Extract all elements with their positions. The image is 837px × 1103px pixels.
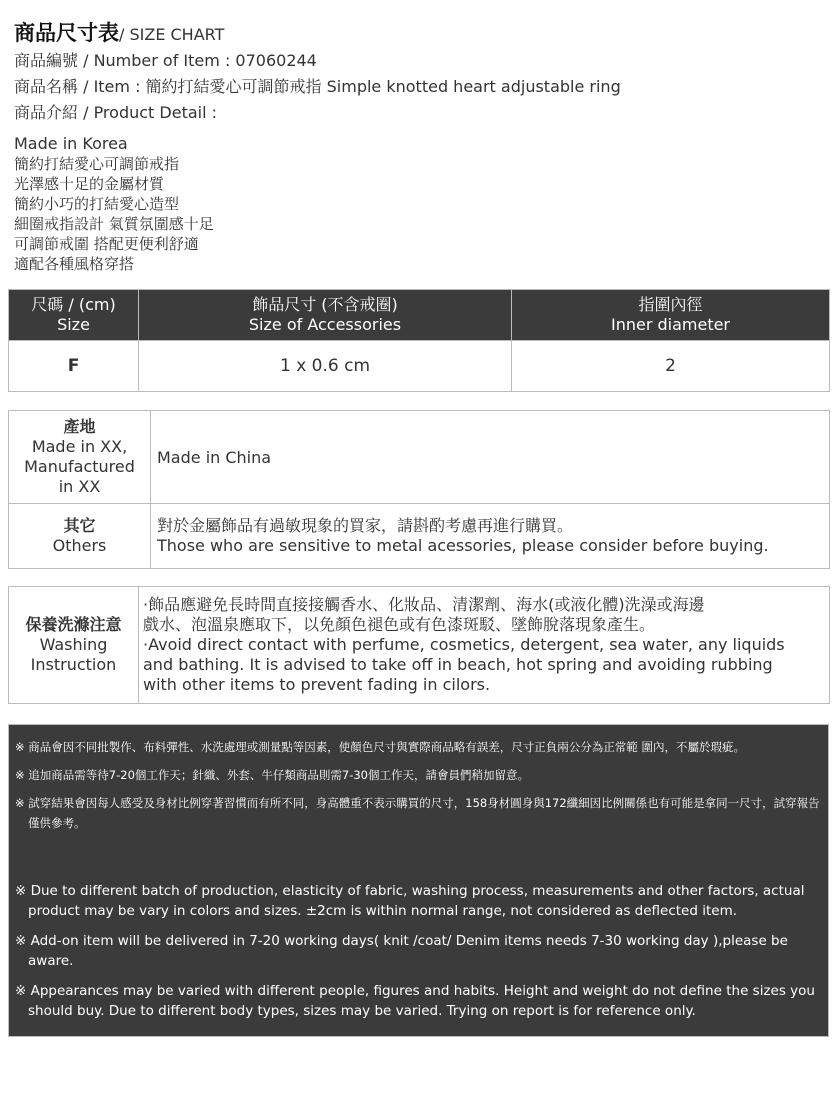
product-detail-label: 商品介紹 / Product Detail : xyxy=(14,103,218,122)
product-header xyxy=(14,18,829,274)
washing-table xyxy=(8,586,830,704)
notice-note: ※ 追加商品需等待7-20個工作天；針織、外套、牛仔類商品則需7-30個工作天，請會員們稍加留意。 xyxy=(15,768,529,782)
others-label-en: Others xyxy=(52,536,107,555)
header-size xyxy=(9,290,139,341)
origin-label-en-line: Made in XX, xyxy=(31,437,128,456)
header-inner-diameter xyxy=(512,290,830,341)
item-name: 商品名稱 / Item : 簡約打結愛心可調節戒指 Simple knotted heart adjustable ring xyxy=(14,77,621,96)
header-inner-diameter-zh: 指圍內徑 xyxy=(638,295,703,314)
others-label xyxy=(9,504,151,569)
header-accessory-size-en: Size of Accessories xyxy=(248,315,402,334)
intro-line: 光澤感十足的金屬材質 xyxy=(14,175,165,193)
washing-value-line: ·Avoid direct contact with perfume, cosmetics, detergent, sea water, any liquids xyxy=(143,635,785,654)
title-en: / SIZE CHART xyxy=(119,25,225,44)
intro-line: 細圈戒指設計 氣質氛圍感十足 xyxy=(14,215,214,233)
notice-note: ※ 試穿結果會因每人感受及身材比例穿著習慣而有所不同，身高體重不表示購買的尺寸，158身材圓身與172纖細因比例關係也有可能是拿同一尺寸，試穿報告僅供參考。 xyxy=(15,796,820,830)
cell-accessory-size: 1 x 0.6 cm xyxy=(139,341,512,392)
washing-label-zh: 保養洗滌注意 xyxy=(25,615,122,634)
notice-zh xyxy=(15,737,823,841)
page-title xyxy=(14,18,829,48)
header-inner-diameter-en: Inner diameter xyxy=(610,315,731,334)
intro-line: 適配各種風格穿搭 xyxy=(14,255,135,273)
washing-value-line: 戲水、泡溫泉應取下，以免顏色褪色或有色漆斑駁、墜飾脫落現象產生。 xyxy=(143,615,656,634)
header-accessory-size-zh: 飾品尺寸 (不含戒圈) xyxy=(252,295,398,314)
size-table-header xyxy=(9,290,830,341)
item-number: 商品編號 / Number of Item : 07060244 xyxy=(14,51,317,70)
notice-note: ※ Add-on item will be delivered in 7-20 working days( knit /coat/ Denim items needs 7-30 working day ),please be aware. xyxy=(15,933,788,969)
origin-label-zh: 產地 xyxy=(63,417,96,436)
header-accessory-size xyxy=(139,290,512,341)
washing-value-line: with other items to prevent fading in cilors. xyxy=(143,675,491,694)
others-value-en: Those who are sensitive to metal acessories, please consider before buying. xyxy=(157,536,769,555)
title-zh: 商品尺寸表 xyxy=(14,21,119,45)
others-value xyxy=(151,504,830,569)
intro-line: 簡約打結愛心可調節戒指 xyxy=(14,155,180,173)
intro-line: 簡約小巧的打結愛心造型 xyxy=(14,195,180,213)
notice-note: ※ Due to different batch of production, elasticity of fabric, washing process, measurements and other factors, actual product may be vary in colors and sizes. ±2cm is within normal range, not considered as deflected item. xyxy=(15,883,805,919)
table-row xyxy=(9,587,830,704)
origin-label-en-line: in XX xyxy=(58,477,101,496)
washing-value-line: and bathing. It is advised to take off in beach, hot spring and avoiding rubbing xyxy=(143,655,773,674)
table-row xyxy=(9,504,830,569)
cell-size: F xyxy=(9,341,139,392)
washing-label-en-line: Washing xyxy=(39,635,108,654)
washing-label xyxy=(9,587,139,704)
table-row xyxy=(9,341,830,392)
washing-value-line: ·飾品應避免長時間直接接觸香水、化妝品、清潔劑、海水(或液化體)洗澡或海邊 xyxy=(143,595,705,614)
washing-label-en-line: Instruction xyxy=(30,655,117,674)
others-value-zh: 對於金屬飾品有過敏現象的買家，請斟酌考慮再進行購買。 xyxy=(157,516,574,535)
header-size-en: Size xyxy=(57,315,90,334)
notice-box xyxy=(8,724,829,1037)
washing-value xyxy=(139,587,830,704)
size-table xyxy=(8,289,830,392)
product-intro xyxy=(14,134,829,274)
others-label-zh: 其它 xyxy=(63,516,96,535)
notice-note: ※ Appearances may be varied with different people, figures and habits. Height and weight do not define the sizes you should buy. Due to different body types, sizes may be varied. Trying on report is for reference only. xyxy=(15,983,815,1019)
origin-label xyxy=(9,411,151,504)
origin-label-en-line: Manufactured xyxy=(24,457,135,476)
origin-value: Made in China xyxy=(151,411,830,504)
intro-line: Made in Korea xyxy=(14,134,128,153)
cell-inner-diameter: 2 xyxy=(512,341,830,392)
header-size-zh: 尺碼 / (cm) xyxy=(31,295,116,314)
notice-en xyxy=(15,881,825,1031)
table-row xyxy=(9,411,830,504)
origin-table xyxy=(8,410,830,569)
notice-note: ※ 商品會因不同批製作、布料彈性、水洗處理或測量點等因素，使顏色尺寸與實際商品略有誤差，尺寸正負兩公分為正常範 圍內，不屬於瑕疵。 xyxy=(15,740,745,754)
intro-line: 可調節戒圍 搭配更便利舒適 xyxy=(14,235,199,253)
